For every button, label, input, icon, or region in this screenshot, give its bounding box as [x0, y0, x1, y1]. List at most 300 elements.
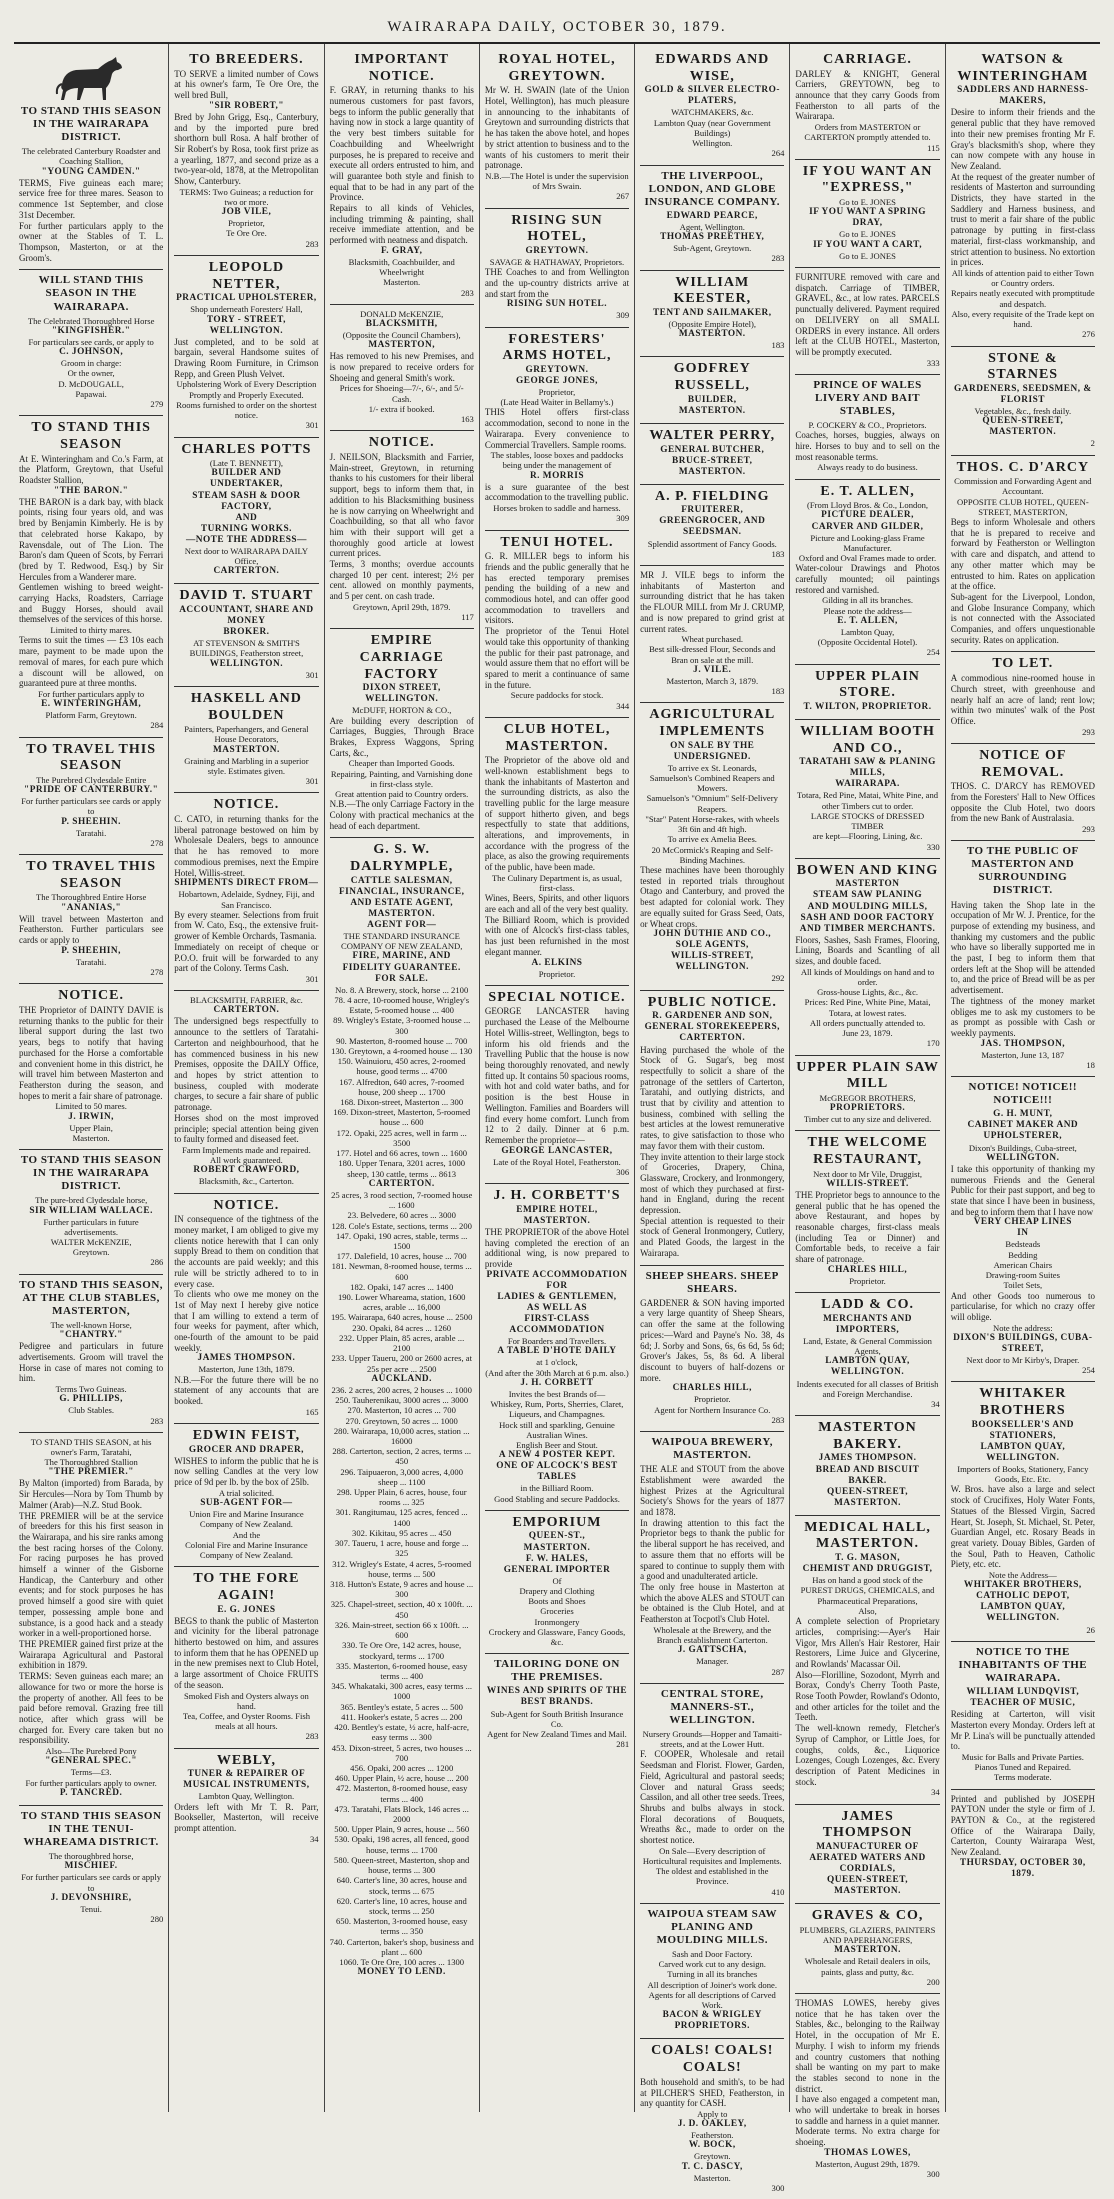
ad-reference-number: 117 — [461, 612, 474, 623]
column-1 — [14, 44, 169, 2112]
ad-name: CARTERTON. — [213, 1005, 280, 1016]
ad-name: MASTERTON. — [523, 1215, 591, 1226]
horse-illustration-icon — [54, 54, 128, 102]
ad-line: BLACKSMITH, FARRIER, &c. — [190, 995, 303, 1006]
ad-line: The oldest and established in the Province. — [656, 1866, 769, 1887]
ad-heading: DAVID T. STUART — [179, 588, 314, 604]
ad-name: TORY - STREET, WELLINGTON. — [206, 314, 286, 336]
ad-line: 230. Opaki, 84 acres ... 1260 — [352, 1322, 452, 1333]
ad-line: Masterton. — [72, 1132, 110, 1143]
ad-name: W. BOCK, — [688, 2140, 736, 2151]
ad-reference-number: 115 — [927, 142, 940, 153]
ad-line: June 23, 1879. — [842, 1028, 893, 1039]
ad-body-text: Mr W. H. SWAIN (late of the Union Hotel, Wellington), has much pleasure in announcing to the inhabitants of Greytown and surrounding districts that he has taken the above hotel, and hopes by strict attention to business and to the wants of his customers to merit their patronage. — [484, 85, 630, 171]
ad-line: All work guaranteed. — [210, 1155, 283, 1166]
ad-heading: TO LET. — [992, 656, 1054, 672]
ad-line: D. McDOUGALL, — [58, 378, 124, 389]
advertisement — [174, 256, 318, 438]
ad-reference-number: 34 — [309, 1833, 319, 1844]
ad-name: FIRST-CLASS ACCOMMODATION — [509, 1313, 605, 1336]
ad-name: TUNER & REPAIRER OF MUSICAL INSTRUMENTS, — [183, 1769, 310, 1791]
advertisement — [485, 718, 629, 986]
ad-name: E. WINTERINGHAM, — [41, 699, 142, 710]
ad-heading: NOTICE TO THE INHABITANTS OF THE WAIRARAPA. — [958, 1645, 1088, 1684]
ad-heading: TO BREEDERS. — [189, 52, 304, 67]
advertisement — [640, 271, 784, 358]
ad-reference-number: 283 — [150, 1415, 164, 1426]
ad-body-text: THE ALE and STOUT from the above Establishment were awarded the highest Prizes at the Agricultural Society's Shows for the years of 1877 and 1878. — [640, 1464, 785, 1518]
ad-line: 233. Upper Taueru, 200 or 2600 acres, at 25s per acre ... 2500 — [331, 1353, 472, 1374]
advertisement — [640, 424, 784, 485]
ad-name: P. TANCRED. — [59, 1787, 123, 1798]
ad-body-text: Special attention is requested to their stock of General Ironmongery, Cutlery, and Plated Goods, the largest in the Wairarapa. — [640, 1215, 785, 1258]
ad-line: Splendid assortment of Fancy Goods. — [647, 538, 777, 549]
ad-name: WILLIS-STREET. — [826, 1178, 909, 1189]
ad-line: Taratahi. — [76, 956, 107, 967]
ad-heading: EDWARDS AND WISE, — [655, 52, 770, 84]
ad-heading: MASTERTON BAKERY. — [818, 1420, 917, 1452]
ad-heading: G. S. W. DALRYMPLE, — [350, 842, 454, 875]
ad-line: The well-known Horse, — [50, 1319, 132, 1330]
ad-body-text: DARLEY & KNIGHT, General Carriers, GREYTOWN, beg to announce that they carry Goods from Featherston to all parts of the Wairarapa. — [795, 68, 940, 122]
ad-name: THURSDAY, OCTOBER 30, 1879. — [959, 1857, 1086, 1879]
ad-line: Tea, Coffee, and Oyster Rooms. Fish meals at all hours. — [182, 1710, 311, 1732]
ad-name: LAMBTON QUAY, WELLINGTON. — [980, 1441, 1066, 1463]
ad-line: 740. Carterton, baker's shop, business and plant ... 600 — [329, 1936, 474, 1957]
ad-body-text: IN consequence of the tightness of the money market, I am obliged to give my clients notice herewith that I can only supply Bread to them on condition that the accounts are paid weekly; and this rule will be strictly adhered to to in every case. — [174, 1214, 319, 1289]
ad-line: Invites the best Brands of— — [508, 1388, 606, 1399]
ad-name: BROKER. — [223, 627, 270, 638]
ad-reference-number: 283 — [305, 1731, 319, 1742]
ad-body-text: The proprietor of the Tenui Hotel would take this opportunity of thanking the public for their past patronage, and would assure them that no effort will be spared to merit a continuance of same in the future. — [484, 626, 630, 690]
ad-name: WINES AND SPIRITS OF THE BEST BRANDS. — [486, 1686, 628, 1708]
ad-line: Indents executed for all classes of British and Foreign Merchandise. — [796, 1378, 939, 1399]
ad-heading: GODFREY RUSSELL, — [673, 361, 751, 394]
ad-name: FRUITERER, GREENGROCER, AND SEEDSMAN. — [659, 505, 766, 538]
ad-heading: GRAVES & CO, — [811, 1908, 924, 1924]
ad-body-text: The tightness of the money market obliges me to ask my customers to be as prompt as possible with Cash or weekly payments. — [950, 995, 1095, 1038]
ad-line: Te Ore Ore. — [226, 228, 267, 239]
ad-body-text: These machines have been thoroughly tested in reported trials throughout Otago and Canterbury, and proved the best adapted for colonial work. They are equally suited for Grass Seed, Oats, or Wheat crops. — [640, 864, 785, 929]
advertisement — [485, 1511, 629, 1654]
ad-name: AUCKLAND. — [371, 1373, 432, 1384]
ad-body-text: Gentlemen wishing to breed weight-carrying Hacks, Roadsters, Carriage and Buggy Horses, should avail themselves of the services of this horse. — [19, 582, 164, 625]
ad-name: FOR SALE. — [375, 973, 429, 984]
ad-line: No. 8. A Brewery, stock, horse ... 2100 — [335, 984, 469, 995]
ad-line: 280. Wairarapa, 10,000 acres, station ... 16000 — [333, 1425, 470, 1446]
ad-reference-number: 264 — [771, 148, 785, 159]
ad-reference-number: 286 — [150, 1257, 164, 1268]
ad-name: DIXON'S BUILDINGS, CUBA-STREET, — [953, 1332, 1093, 1354]
ad-name: WHITAKER BROTHERS, — [963, 1580, 1082, 1591]
ad-reference-number: 18 — [1086, 1059, 1095, 1070]
ad-heading: PUBLIC NOTICE. — [647, 994, 777, 1010]
ad-line: 250. Tauherenikau, 3000 acres ... 3000 — [335, 1395, 469, 1406]
ad-line: Drawing-room Suites — [985, 1270, 1060, 1281]
ad-reference-number: 301 — [305, 420, 319, 431]
ad-heading: WILLIAM BOOTH AND CO., — [800, 723, 935, 756]
ad-line: The Thoroughbred Entire Horse — [35, 892, 147, 903]
ad-name: GREYTOWN. — [525, 364, 589, 375]
ad-line: Commission and Forwarding Agent and Accountant. — [954, 476, 1092, 497]
ad-heading: AGRICULTURAL IMPLEMENTS — [649, 707, 776, 740]
ad-name: CARTERTON. — [213, 566, 280, 577]
ad-body-text: MR J. VILE begs to inform the inhabitants of Masterton and surrounding district that he has taken the FLOUR MILL from Mr J. CRUMP, and is now prepared to grind grist at current rates. — [640, 569, 785, 634]
ad-body-text: THOS. C. D'ARCY has REMOVED from the Foresters' Hall to New Offices opposite the Club Hotel, two doors from the new Bank of Australasia. — [950, 781, 1095, 824]
ad-line: Whiskey, Rum, Ports, Sherries, Claret, Liqueurs, and Champagnes. — [490, 1399, 624, 1420]
ad-reference-number: 306 — [616, 1166, 630, 1177]
ad-line: Terms moderate. — [994, 1772, 1052, 1783]
ad-body-text: Sub-agent for the Liverpool, London, and Globe Insurance Company, which is not connected with the Associated Companies, and offers unquestionable security. Rates on application. — [950, 591, 1095, 645]
ad-line: To arrive ex St. Leonards, — [667, 762, 757, 773]
ad-line: (Opposite the Council Chambers), — [342, 330, 461, 341]
page-title: WAIRARAPA DAILY, OCTOBER 30, 1879. — [387, 19, 727, 35]
ad-heading: E. T. ALLEN, — [820, 483, 915, 499]
ad-name: A TABLE D'HOTE DAILY — [497, 1346, 617, 1357]
ad-name: R. GARDENER AND SON, — [652, 1011, 773, 1022]
ad-line: Also, every requisite of the Trade kept on hand. — [951, 308, 1095, 330]
ad-line: 456. Opaki, 200 acres ... 1200 — [350, 1762, 454, 1773]
ad-body-text: THE PROPRIETOR of the above Hotel having completed the erection of an additional wing, is now prepared to provide — [484, 1226, 630, 1270]
ad-line: Greytown, April 29th, 1879. — [353, 601, 451, 612]
advertisement — [951, 652, 1095, 743]
ad-line: 147. Opaki, 190 acres, stable, terms ... 1500 — [335, 1230, 468, 1251]
ad-line: Masterton, March 3, 1879. — [666, 675, 759, 686]
ad-line: Lambton Quay, Wellington. — [198, 1791, 295, 1802]
ad-line: Greytown. — [72, 1247, 110, 1258]
ad-reference-number: 34 — [931, 1398, 940, 1409]
ad-body-text: Having purchased the whole of the Stock of G. Sugar's, beg most respectfully to solicit a share of the patronage of the settlers of Carterton, Taratahi, and outlying districts, and trust that by civility and attention to business, combined with selling the best articles at the lowest remunerative rates, to give satisfaction to those who may favor them with their custom. — [640, 1044, 785, 1151]
ad-reference-number: 276 — [1082, 329, 1095, 340]
ad-line: Timber cut to any size and delivered. — [803, 1114, 932, 1125]
advertisement — [485, 328, 629, 531]
ad-body-text: In drawing attention to this fact the Proprietor begs to thank the public for the liberal support he has received, and to assure them that no efforts will be spared to continue to supply them with a good and unadulterated article. — [640, 1517, 785, 1582]
ad-heading: TO STAND THIS SEASON IN THE TENUI-WHAREAMA DISTRICT. — [20, 1809, 162, 1848]
column-4 — [480, 44, 635, 2112]
advertisement — [485, 1184, 629, 1511]
advertisement — [330, 48, 474, 305]
advertisement — [951, 347, 1095, 456]
ad-line: Cheaper than Imported Goods. — [348, 758, 455, 769]
ad-line: 232. Upper Plain, 85 acres, arable ... 2100 — [339, 1332, 465, 1354]
ad-reference-number: 300 — [926, 2169, 940, 2180]
ad-line: 312. Wrigley's Estate, 4 acres, 5-roomed house, terms ... 500 — [332, 1558, 472, 1579]
ad-name: CHEMIST AND DRUGGIST, — [802, 1564, 933, 1575]
columns-container — [14, 44, 1100, 2193]
ad-body-text: BEGS to thank the public of Masterton and vicinity for the liberal patronage hitherto bestowed on him, and assures to inform them that he has OPENED up in the new premises next to Club Hotel, a large assortment of Choice FRUITS of the season. — [174, 1615, 319, 1690]
advertisement — [640, 991, 784, 1266]
ad-heading: WHITAKER BROTHERS — [979, 1386, 1067, 1419]
ad-body-text: W. Bros. have also a large and select stock of Crucifixes, Holy Water Fonts, Statues of the Blessed Virgin, Sacred Heart, St. Joseph, St. Michael, St. Peter, Guardian Angel, etc. Rosary Beads in great variety. Douay Bibles, Garden of the Soul, Path to Heaven, Catholic Piety, etc. etc. — [950, 1484, 1095, 1570]
ad-heading: A. P. FIELDING — [654, 488, 770, 504]
advertisement — [951, 1642, 1095, 1790]
ad-line: Carved work cut to any design. — [658, 1959, 766, 1970]
ad-line: 298. Upper Plain, 6 acres, house, four rooms ... 325 — [336, 1487, 467, 1508]
ad-reference-number: 293 — [1082, 726, 1095, 737]
ad-line: Wholesale at the Brewery, and the Branch establishment Carterton. — [653, 1624, 772, 1645]
ad-name: JAMES THOMPSON. — [197, 1353, 296, 1364]
ad-line: (And after the 30th March at 6 p.m. also.) — [485, 1367, 629, 1378]
ad-name: CATTLE SALESMAN, — [350, 875, 453, 886]
ad-reference-number: 278 — [150, 967, 164, 978]
ad-heading: NOTICE. — [213, 1197, 280, 1213]
ad-reference-number: 283 — [460, 287, 474, 298]
ad-line: WATCHMAKERS, &c. — [671, 107, 754, 118]
ad-line: The stables, loose boxes and paddocks being under the management of — [490, 450, 624, 471]
ad-line: American Chairs — [993, 1259, 1053, 1270]
ad-line: Blacksmith, Coachbuilder, and Wheelwright — [348, 256, 455, 278]
ad-body-text: Just completed, and to be sold at bargain, several Handsome suites of Drawing Room Furniture, in Crimson Repp, and Green Plush Velvet. — [174, 336, 319, 379]
ad-heading: TO THE PUBLIC OF MASTERTON AND SURROUNDING DISTRICT. — [966, 845, 1079, 897]
ad-name: CARTERTON. — [679, 1033, 746, 1044]
ad-heading: TO TRAVEL THIS SEASON — [26, 859, 156, 891]
ad-name: GARDENERS, SEEDSMEN, & FLORIST — [954, 383, 1092, 405]
ad-name: AS WELL AS — [526, 1302, 588, 1313]
ad-heading: RISING SUN HOTEL, — [511, 212, 603, 245]
ad-line: OPPOSITE CLUB HOTEL, QUEEN-STREET, MASTERTON, — [956, 496, 1089, 517]
ad-line: For Boarders and Travellers. — [507, 1336, 607, 1347]
ad-body-text: Begs to inform Wholesale and others that he is prepared to receive and forward by Featherston or Wellington with care and dispatch, and attend to any other matter which may be entrusted to him. Rates on application at the office. — [950, 517, 1095, 592]
ad-body-text: F. GRAY, in returning thanks to his numerous customers for past favors, begs to inform the public generally that having now in stock a large quantity of the very best timbers suitable for Coachbuilding and Wheelwright purposes, he is prepared to receive and execute all orders entrusted to him, and will guarantee both style and finish to equal that to be had in any part of the Province. — [329, 85, 474, 203]
ad-body-text: THE Coaches to and from Wellington and the up-country districts arrive at and start from the — [484, 267, 630, 299]
ad-name: FIRE, MARINE, AND FIDELITY GUARANTEE. — [342, 951, 461, 973]
ad-name: MASTERTON. — [834, 1945, 901, 1956]
ad-line: Vegetables, &c., fresh daily. — [974, 405, 1072, 416]
ad-heading: JAMES THOMPSON — [822, 1808, 913, 1841]
ad-body-text: THE Proprietor of DAINTY DAVIE is returning thanks to the public for their liberal support during the last two years, begs to notify that having purchased for the Horse a comfortable and convenient home in this district, he will travel him between Masterton and Featherston during the season, and hopes to merit a fair share of patronage. — [19, 1005, 164, 1101]
ad-body-text: J. NEILSON, Blacksmith and Farrier, Main-street, Greytown, in returning thanks to his customers for their liberal support, begs to inform them that, in addition to his Blacksmithing business he is now carrying on Wheelwright and Coachbuilding, so that all who favor him with their support will get a thoroughly good article at lowest current prices. — [329, 452, 474, 559]
ad-line: 182. Opaki, 147 acres ... 1400 — [350, 1281, 454, 1292]
column-2 — [169, 44, 324, 2112]
ad-reference-number: 281 — [616, 1739, 630, 1750]
ad-body-text: THE PREMIER gained first prize at the Wairarapa Agricultural and Pastoral exhibition in 1879. — [19, 1638, 164, 1671]
ad-line: 236. 2 acres, 200 acres, 2 houses ... 1000 — [331, 1384, 472, 1395]
ad-name: AND — [235, 512, 258, 523]
advertisement — [795, 1293, 939, 1416]
advertisement — [640, 2039, 784, 2199]
ad-line: Manager. — [696, 1656, 729, 1667]
ad-heading: TO TRAVEL THIS SEASON — [26, 741, 156, 774]
ad-reference-number: 284 — [150, 720, 164, 731]
ad-name: SHIPMENTS DIRECT FROM— — [174, 878, 319, 889]
ad-name: MASTERTON, — [368, 340, 436, 351]
advertisement — [795, 665, 939, 720]
advertisement — [795, 480, 939, 665]
ad-line: Masterton, June 13th, 1879. — [198, 1364, 295, 1375]
ad-reference-number: 309 — [616, 513, 630, 524]
ad-line: (Opposite Empire Hotel), — [668, 318, 757, 329]
advertisement — [174, 1424, 318, 1567]
ad-reference-number: 344 — [616, 700, 630, 711]
ad-line: Note the Address— — [988, 1570, 1057, 1581]
ad-line: Masterton, June 13, 187 — [981, 1049, 1065, 1060]
ad-reference-number: 183 — [771, 340, 785, 351]
ad-line: Limited to thirty mares. — [50, 625, 132, 636]
ad-line: Orders from MASTERTON or CARTERTON promptly attended to. — [804, 122, 931, 143]
advertisement — [795, 859, 939, 1056]
masthead — [14, 4, 1100, 44]
ad-line: 181. Newman, 8-roomed house, terms ... 600 — [331, 1261, 472, 1282]
ad-reference-number: 280 — [150, 1914, 164, 1925]
ad-name: AND TIMBER MERCHANTS. — [799, 923, 936, 934]
ad-heading: CARRIAGE. — [823, 52, 912, 67]
ad-line: Union Fire and Marine Insurance Company of New Zealand. — [189, 1509, 304, 1530]
ad-reference-number: 283 — [771, 253, 785, 264]
ad-line: 1060. Te Ore Ore, 100 acres ... 1300 — [339, 1957, 465, 1968]
ad-name: J. VILE. — [693, 664, 732, 675]
ad-body-text: Having taken the Shop late in the occupation of Mr W. J. Prentice, for the purpose of extending my business, and thanking my customers and the public who have so liberally supported me in the past, I beg to inform them that orders left at the Shop will be attended to, and the price of Bread will be as per advertisement. — [950, 899, 1095, 996]
ad-line: 330. Te Ore Ore, 142 acres, house, stockyard, terms ... 1700 — [342, 1640, 462, 1661]
ad-name: GEORGE LANCASTER, — [501, 1145, 613, 1156]
ad-line: 500. Upper Plain, 9 acres, house ... 560 — [334, 1824, 470, 1835]
ad-line: 180. Upper Tenara, 3201 acres, 1000 sheep, 130 cattle, terms ... 8613 — [338, 1158, 466, 1179]
ad-name: LAMBTON QUAY, WELLINGTON. — [980, 1602, 1066, 1624]
ad-heading: NOTICE. — [213, 797, 280, 813]
ad-name: QUEEN-STREET, MASTERTON. — [827, 1486, 909, 1508]
ad-heading: IF YOU WANT AN "EXPRESS," — [802, 163, 933, 196]
ad-reference-number: 301 — [305, 776, 319, 787]
column-5 — [635, 44, 790, 2193]
ad-line: Hobartown, Adelaide, Sydney, Fiji, and San Francisco. — [178, 889, 315, 910]
ad-name: SUB-AGENT FOR— — [200, 1498, 293, 1509]
ad-line: 130. Greytown, a 4-roomed house ... 130 — [331, 1045, 473, 1056]
ad-heading: TAILORING DONE ON THE PREMISES. — [494, 1658, 620, 1684]
ad-line: Groceries — [540, 1606, 574, 1617]
ad-name: EDWARD PEARCE, — [666, 210, 758, 221]
ad-reference-number: 163 — [460, 414, 474, 425]
ad-line: Best silk-dressed Flour, Seconds and Bran on sale at the mill. — [649, 644, 776, 665]
ad-line: 23. Belvedere, 60 acres ... 3000 — [347, 1210, 456, 1221]
advertisement — [485, 986, 629, 1184]
ad-name: RISING SUN HOTEL. — [506, 299, 608, 310]
ad-reference-number: 183 — [771, 686, 785, 697]
ad-body-text: GEORGE LANCASTER having purchased the Lease of the Melbourne Hotel Willis-street, Wellington, begs to inform his old friends and the Travelling Public that the house is now being thoroughly renovated, and newly fitted up. It contains 50 spacious rooms, with hot and cold water baths, and for position is the best House in Wellington. Families and Boarders will find every home comfort. Lunch from 12 to 2 daily. Dinner at 6 p.m. Remember the proprietor— — [484, 1006, 630, 1145]
ad-name: PRACTICAL UPHOLSTERER, — [176, 293, 317, 304]
advertisement — [951, 744, 1095, 841]
advertisement — [795, 1516, 939, 1805]
ad-body-text: A complete selection of Proprietary articles, comprising:—Ayer's Hair Vigor, Mrs Allen's Hair Restorer, Hair Restorers, Lime Juice and Glycerine, and Rowlands' Macassar Oil. — [795, 1616, 940, 1669]
ad-line: Go to E. JONES — [839, 197, 896, 208]
ad-line: 325. Chapel-street, section, 40 x 100ft. ... 450 — [330, 1599, 473, 1620]
ad-line: 530. Opaki, 198 acres, all fenced, good house, terms ... 1700 — [334, 1834, 469, 1855]
ad-heading: TO STAND THIS SEASON IN THE WAIRARAPA DISTRICT. — [20, 105, 162, 144]
ad-name: QUEEN-STREET, MASTERTON. — [982, 416, 1064, 438]
ad-line: For further particulars see cards or apply to — [21, 796, 162, 817]
advertisement — [640, 1904, 784, 2040]
ad-line: Next door to Mr Kirby's, Draper. — [966, 1354, 1080, 1365]
ad-body-text: The well-known remedy, Fletcher's Syrup of Camphor, or Little Joes, for coughs, colds, &c., Liquorice Lozenges, Cough Lozenges, &c. Every description of Patent Medicines in stock. — [795, 1723, 940, 1787]
ad-name: WILLIAM LUNDQVIST, — [966, 1686, 1080, 1697]
ad-line: 620. Carter's line, 10 acres, house and stock, terms ... 250 — [336, 1895, 467, 1917]
ad-line: 580. Queen-street, Masterton, shop and house, terms ... 300 — [334, 1854, 470, 1876]
advertisement — [640, 1432, 784, 1684]
advertisement — [640, 485, 784, 566]
ad-line: Music for Balls and Private Parties. — [961, 1751, 1084, 1762]
ad-heading: COALS! COALS! COALS! — [651, 2043, 774, 2076]
ad-line: Lambton Quay (near Government Buildings) — [653, 117, 771, 138]
ad-reference-number: 410 — [771, 1886, 785, 1897]
ad-line: Secure paddocks for stock. — [510, 690, 604, 701]
ad-name: JAMES THOMPSON. — [818, 1453, 917, 1464]
ad-line: Ironmongery — [534, 1616, 580, 1627]
advertisement — [640, 166, 784, 271]
advertisement — [795, 268, 939, 375]
ad-name: E. G. JONES — [217, 1604, 276, 1615]
ad-line: 190. Lower Whareama, station, 1600 acres, arable ... 16,000 — [337, 1292, 466, 1313]
ad-line: Dixon's Buildings, Cuba-street, — [968, 1142, 1077, 1153]
ad-line: 307. Taueru, 1 acre, house and forge ... 325 — [334, 1538, 469, 1559]
ad-line: PUREST DRUGS, CHEMICALS, and Pharmaceutical Preparations, — [800, 1585, 935, 1606]
ad-body-text: The Billiard Room, which is provided with one of Alcock's first-class tables, has just been refurnished in the most elegant manner. — [484, 914, 630, 957]
ad-heading: LEOPOLD NETTER, — [208, 259, 285, 292]
ad-line: 270. Masterton, 10 acres ... 700 — [347, 1405, 456, 1416]
ad-line: (From Lloyd Bros. & Co., London, — [807, 500, 929, 511]
ad-body-text: Repairs to all kinds of Vehicles, including trimming & painting, shall receive immediate attention, and be performed with neatness and dispatch. — [329, 203, 474, 246]
ad-body-text: I have also engaged a competent man, who will undertake to break in horses to saddle and harness in a quiet manner. Moderate terms. No extra charge for shoeing. — [795, 2094, 940, 2148]
ad-line: Totara, Red Pine, Matai, White Pine, and other Timbers cut to order. — [797, 790, 939, 811]
ad-line: McGREGOR BROTHERS, — [819, 1092, 916, 1103]
ad-name: WELLINGTON. — [986, 1152, 1060, 1163]
ad-line: Sash and Door Factory. — [671, 1949, 753, 1960]
ad-line: 167. Alfredton, 640 acres, 7-roomed house, 200 sheep ... 1700 — [339, 1076, 465, 1097]
ad-name: BRUCE-STREET, MASTERTON. — [672, 455, 753, 477]
ad-body-text: And other Goods too numerous to particularise, for which no crazy offer will oblige. — [950, 1290, 1095, 1322]
ad-heading: UPPER PLAIN SAW MILL — [796, 1059, 939, 1092]
ad-name: CHARLES HILL, — [672, 1383, 752, 1394]
advertisement — [640, 357, 784, 423]
advertisement — [330, 431, 474, 629]
ad-line: Prices: Red Pine, White Pine, Matai, Totara, at lowest rates. — [804, 997, 931, 1018]
ad-heading: WAIPOUA STEAM SAW PLANING AND MOULDING MILLS. — [647, 1907, 778, 1946]
advertisement — [795, 1994, 939, 2185]
ad-name: PROPRIETORS. — [674, 2021, 750, 2032]
advertisement — [951, 1382, 1095, 1641]
ad-name: MASTERTON. — [678, 405, 746, 416]
ad-line: Bedding — [1008, 1249, 1038, 1260]
ad-body-text: TO SERVE a limited number of Cows at his owner's farm, Te Ore Ore, the well bred Bull, — [174, 68, 319, 101]
ad-name: ON SALE BY THE UNDERSIGNED. — [670, 740, 755, 762]
ad-line: in the Billiard Room. — [520, 1483, 594, 1494]
advertisement — [795, 48, 939, 160]
ad-line: Club Stables. — [68, 1405, 115, 1416]
ad-heading: THE WELCOME RESTAURANT, — [807, 1135, 928, 1168]
ad-reference-number: 165 — [305, 1406, 319, 1417]
ad-line: Also—The Purebred Pony — [45, 1746, 137, 1757]
ad-body-text: TERMS: Seven guineas each mare; an allowance for two or more the horse is the property of another. All fees to be paid before removal. Grazing free till notice, after which grass will be charged for. Every care taken but no responsibility. — [19, 1671, 164, 1746]
advertisement — [174, 584, 318, 687]
ad-reference-number: 170 — [926, 1038, 940, 1049]
ad-heading: NOTICE. — [58, 988, 124, 1004]
ad-line: Prices for Shoeing—7/-, 6/-, and 5/- Cash. — [339, 383, 464, 404]
ad-heading: BOWEN AND KING — [796, 862, 939, 878]
advertisement — [19, 1275, 163, 1433]
ad-line: To arrive ex Amelia Bees. — [667, 834, 757, 845]
ad-line: Drapery and Clothing — [519, 1585, 595, 1596]
ad-line: Proprietor. — [538, 968, 576, 979]
ad-line: Upholstering Work of Every Description Promptly and Properly Executed. — [176, 379, 317, 400]
ad-line: All orders punctually attended to. — [809, 1017, 926, 1028]
ad-heading: WALTER PERRY, — [649, 427, 776, 443]
ad-body-text: Terms to suit the times — £3 10s each mare, payment to be made upon the removal of mares, for each pure which a discount will be allowed, on guaranteed pure at three months. — [19, 635, 164, 689]
advertisement — [19, 270, 163, 416]
ad-name: J. H. CORBETT — [520, 1377, 594, 1388]
ad-line: For further particulars apply to — [38, 688, 145, 699]
ad-name: "YOUNG CAMDEN." — [41, 166, 141, 177]
ad-reference-number: 283 — [305, 238, 319, 249]
ad-name: BOOKSELLER'S AND STATIONERS, — [971, 1419, 1074, 1441]
ad-line: Crockery and Glassware, Fancy Goods, &c. — [488, 1626, 626, 1648]
ad-body-text: N.B.—For the future there will be no statement of any accounts that are booked. — [174, 1374, 319, 1407]
